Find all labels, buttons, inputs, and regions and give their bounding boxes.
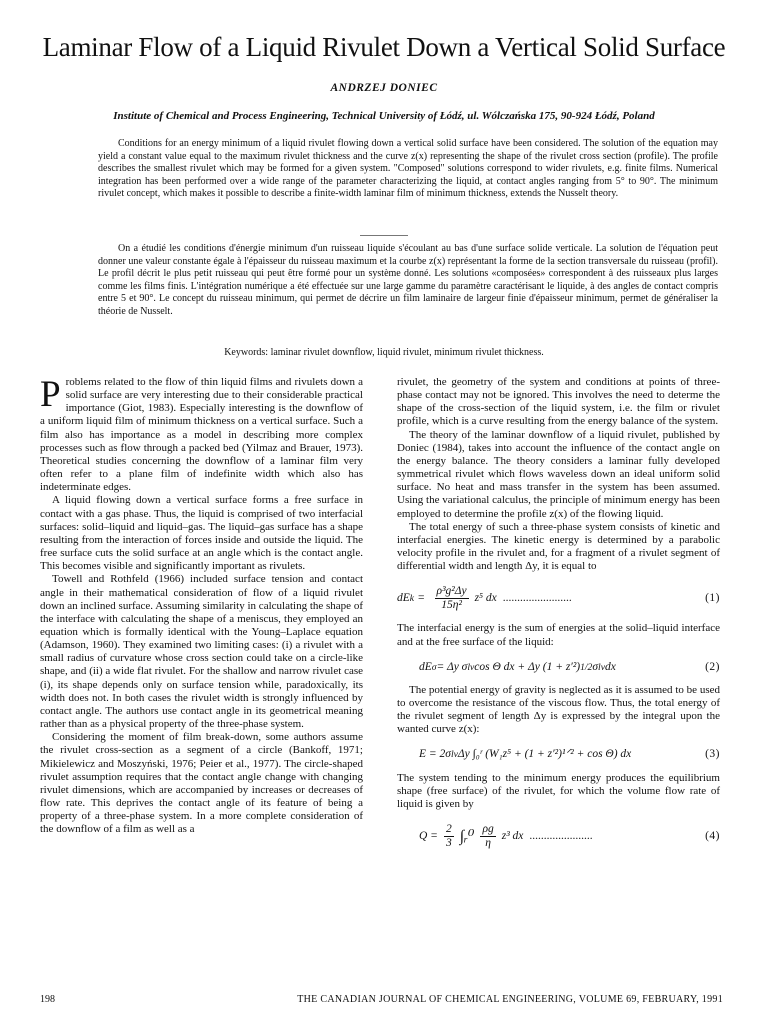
eq1-rhs: z⁵ dx (474, 592, 497, 605)
eq3-lhs: E = 2σ (419, 748, 451, 761)
eq2-part: dx (604, 660, 616, 673)
equation-number: (2) (705, 660, 720, 673)
body-paragraph: The theory of the laminar downflow of a liquid rivulet, published by Doniec (1984), takes into account the influence of the contact angle on the energy balance. The theory considers a laminar fully developed symmetrical rivulet which flows waveless down an ideal uniform solid surface. No heat and mass transfer in the system has been assumed. Using the variational calculus, the principle of minimum energy has been employed to determine the profile z(x) of the flowing liquid. (397, 428, 720, 520)
eq4-denominator: 3 (445, 837, 452, 850)
body-paragraph: A liquid flowing down a vertical surface forms a free surface in contact with a gas phase. Thus, the liquid is comprised of two interfacial surfaces: solid–liquid and liquid–gas. The liquid–gas surface has a shape resulting from the interaction of forces inside and outside the liquid. The free surface cuts the solid surface at an angle which is the contact angle. This becomes visible and significantly important as rivulets. (40, 494, 363, 573)
eq4-numerator: 2 (445, 823, 452, 836)
eq4-numerator-2: ρg (482, 823, 494, 836)
page-number: 198 (40, 994, 55, 1005)
paper-title: Laminar Flow of a Liquid Rivulet Down a Vertical Solid Surface (42, 32, 726, 62)
eq1-lhs-sub: k (409, 593, 415, 605)
author-name: ANDRZEJ DONIEC (330, 82, 438, 94)
eq4-fraction-2 (480, 823, 495, 850)
equation-1: dE k = $\frac{\text{ρ³g²Δy}}{\text{15η²}}$ z⁵ dx ........................ (1) (397, 585, 720, 612)
body-paragraph: The system tending to the minimum energy produces the equilibrium shape (free surface) of the rivulet, for which the volume flow rate of liquid is given by (397, 771, 720, 810)
abstract-divider (360, 235, 408, 236)
eq4-leader-dots: ...................... (529, 829, 593, 842)
eq4-rhs: z³ dx (501, 829, 524, 842)
abstract-french: On a étudié les conditions d'énergie minimum d'un ruisseau liquide s'écoulant au bas d'une surface solide verticale. La solution de l'équation peut donner une valeur constante égale à l'épaisseur du ruisseau maximum et la courbe z(x) représentant la forme de la section transversale du ruisseau (profil). Le profil décrit le plus petit ruisseau qui peut être formé pour un système donné. Les solutions «composées» correspondent à des ruisseaux plus larges comme les films finis. L'intégration numérique a été effectuée sur une large gamme du paramètre caractérisant le liquide, à des angles de contact compris entre 5 et 90°. Le concept du ruisseau minimum, qui permet de décrire un film laminaire de largeur finie d'épaisseur minimum, permet de généraliser la théorie de Nusselt. (98, 243, 718, 317)
eq1-denominator: 15η² (441, 599, 462, 612)
journal-citation: THE CANADIAN JOURNAL OF CHEMICAL ENGINEERING, VOLUME 69, FEBRUARY, 1991 (297, 994, 723, 1005)
eq2-sub: lv (598, 661, 605, 673)
eq2-sub: lv (467, 661, 475, 673)
drop-cap: P (40, 374, 61, 415)
equation-number: (3) (705, 748, 720, 761)
eq1-leader-dots: ........................ (502, 592, 572, 605)
eq2-sub: σ (431, 661, 437, 673)
body-paragraph: The total energy of such a three-phase system consists of kinetic and interfacial energies. The kinetic energy is determined by a parabolic velocity profile in the rivulet and, for a fragment of a rivulet segment of differential width and length Δy, it is equal to (397, 520, 720, 573)
eq2-part: cos Θ dx + Δy (1 + z′²) (474, 660, 581, 673)
keywords: Keywords: laminar rivulet downflow, liquid rivulet, minimum rivulet thickness. (224, 347, 544, 358)
eq1-numerator: ρ³g²Δy (436, 585, 467, 598)
eq3-sub: lv (450, 749, 458, 761)
equation-4 (397, 823, 720, 850)
equation-2 (397, 661, 720, 674)
eq2-part: σ (592, 660, 599, 673)
body-paragraph: Considering the moment of film break-down, some authors assume the rivulet cross-section as a segment of a circle (Bankoff, 1971; Mikielewicz and Moszyński, 1976; Peier et al., 1977). The circle-shaped rivulet assumption requires that the contact angle change with changing rivulet dimensions, which are accompanied by increases or decreases of flow rate. This deprives the contact angle of its feature of being a property of a three-phase system. In a more complete consideration of the downflow of a film as well as a (40, 731, 363, 836)
eq2-sup: 1/2 (580, 661, 593, 673)
body-paragraph: Towell and Rothfeld (1966) included surface tension and contact angle in their mathematical consideration of flow of a liquid rivulet down an inclined surface. Assuming similarity in calculating the shape of the interface with calculating the shape of a meniscus, they employed an equation which is formally identical with the Young–Laplace equation (Adamson, 1960). They examined two limiting cases: (i) a rivulet with a small radius of curvature whose cross section could take on a circle-like shape, and (ii) a wide flat rivulet. For the shallow and narrow rivulet case (i), its shape depends only on surface tension while, paradoxically, its width does not. In both cases the rivulet width is strongly influenced by contact angle. The authors use contact angle in its geometrical meaning rather than as a physical property of the three-phase system. (40, 573, 363, 731)
eq3-rhs: Δy ∫₀ʳ (W₁z⁵ + (1 + z′²)¹ᐟ² + cos Θ) dx (457, 748, 632, 761)
author-affiliation: Institute of Chemical and Process Engineering, Technical University of Łódź, ul. Wólczańska 175, 90-924 Łódź, Poland (113, 110, 655, 122)
body-paragraph-text: roblems related to the flow of thin liquid films and rivulets down a solid surface are very interesting due to their considerable practical importance (Giot, 1983). Especially interesting is the downflow of a uniform liquid film of minimum thickness on a vertical surface. Such a film also has importance as a model in describing more complex processes such as flow through a packed bed (Yilmaz and Brauer, 1973). Theoretical studies concerning the downflow of a laminar film very often refer to a plane film of indefinite width which also has indeterminate edges. (40, 376, 363, 494)
body-paragraph: The potential energy of gravity is neglected as it is assumed to be used to overcome the resistance of the viscous flow. Thus, the total energy of the rivulet segment of length Δy is expressed by the integral upon the wanted curve z(x): (397, 683, 720, 736)
equation-number: (4) (705, 829, 720, 842)
eq1-lhs: dE (397, 592, 410, 605)
equation-number: (1) (705, 592, 720, 605)
eq2-part: dE (419, 660, 432, 673)
abstract-english: Conditions for an energy minimum of a liquid rivulet flowing down a vertical solid surface have been considered. The solution of the equation may yield a constant value equal to the maximum rivulet thickness and the curve z(x) representing the shape of the rivulet cross section (profile). The profile describes the smallest rivulet which may be formed for a given system. "Composed" solutions correspond to wider rivulets, e.g. finite films. Numerical integration has been performed over a wide range of the parameter characterizing the liquid, at contact angles ranging from 5° to 90°. The minimum rivulet concept, which makes it possible to describe a finite-width laminar film of minimum thickness, extends the Nusselt theory. (98, 138, 718, 200)
eq4-denominator-2: η (485, 837, 491, 850)
body-paragraph: rivulet, the geometry of the system and conditions at points of three-phase contact may not be ignored. This involves the need to determe the shape of the cross-section of the liquid system, i.e. the film or rivulet profile, which is a curve resulting from the energy balance of the system. (397, 376, 720, 428)
body-paragraph: The interfacial energy is the sum of energies at the solid–liquid interface and at the free surface of the liquid: (397, 622, 720, 648)
eq2-part: = Δy σ (436, 660, 468, 673)
eq4-integral: ∫ᵣ⁰ (459, 827, 475, 845)
equation-3 (397, 748, 720, 761)
body-column-right (397, 376, 720, 860)
body-column-left (40, 376, 363, 836)
eq4-fraction (444, 823, 454, 850)
body-paragraph (40, 376, 363, 494)
eq4-lhs: Q = (419, 829, 438, 842)
eq1-fraction (435, 585, 469, 612)
